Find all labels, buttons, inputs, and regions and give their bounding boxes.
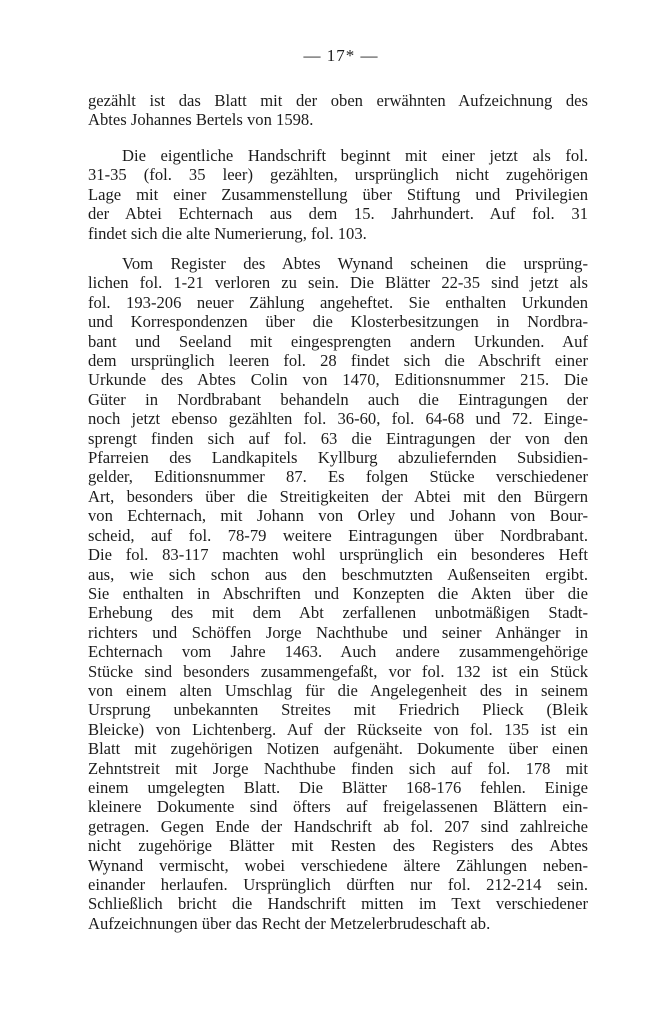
- text-line: von einem alten Umschlag für die Angelegenheit des in seinem: [88, 680, 588, 700]
- text-line: Blatt mit zugehörigen Notizen aufgenäht. Dokumente über einen: [88, 739, 588, 759]
- text-line: Wynand vermischt, wobei verschiedene ältere Zählungen neben-: [88, 855, 588, 875]
- paragraph-2: [88, 146, 588, 243]
- text-line: gezählt ist das Blatt mit der oben erwähnten Aufzeichnung des: [88, 91, 588, 110]
- text-line: Zehntstreit mit Jorge Nachthube finden sich auf fol. 178 mit: [88, 758, 588, 778]
- text-line: Abtes Johannes Bertels von 1598.: [88, 110, 314, 130]
- text-line: getragen. Gegen Ende der Handschrift ab fol. 207 sind zahlreiche: [88, 816, 588, 836]
- text-line: Pfarreien des Landkapitels Kyllburg abzuliefernden Subsidien-: [88, 448, 588, 468]
- text-line: dem ursprünglich leeren fol. 28 findet sich die Abschrift einer: [88, 351, 588, 371]
- text-line: der Abtei Echternach aus dem 15. Jahrhundert. Auf fol. 31: [88, 204, 588, 224]
- text-line: Lage mit einer Zusammenstellung über Stiftung und Privilegien: [88, 184, 588, 204]
- text-line: Stücke sind besonders zusammengefaßt, vor fol. 132 ist ein Stück: [88, 661, 588, 681]
- text-line: einem umgelegten Blatt. Die Blätter 168-176 fehlen. Einige: [88, 777, 588, 797]
- text-line: Aufzeichnungen über das Recht der Metzelerbrudeschaft ab.: [88, 913, 491, 933]
- text-line: Die fol. 83-117 machten wohl ursprünglich ein besonderes Heft: [88, 545, 588, 565]
- text-line: scheid, auf fol. 78-79 weitere Eintragungen über Nordbrabant.: [88, 525, 588, 545]
- text-line: noch jetzt ebenso gezählten fol. 36-60, fol. 64-68 und 72. Einge-: [88, 409, 588, 429]
- text-line: Echternach vom Jahre 1463. Auch andere zusammengehörige: [88, 642, 588, 662]
- page-number: — 17* —: [303, 46, 379, 65]
- text-line: Urkunde des Abtes Colin von 1470, Editionsnummer 215. Die: [88, 370, 588, 390]
- text-line: 31-35 (fol. 35 leer) gezählten, ursprünglich nicht zugehörigen: [88, 165, 588, 185]
- text-line: richters und Schöffen Jorge Nachthube und seiner Anhänger in: [88, 622, 588, 642]
- text-line: einander herlaufen. Ursprünglich dürften nur fol. 212-214 sein.: [88, 875, 588, 894]
- text-line: Art, besonders über die Streitigkeiten der Abtei mit den Bürgern: [88, 486, 588, 506]
- text-line: Bleicke) von Lichtenberg. Auf der Rückseite von fol. 135 ist ein: [88, 719, 588, 739]
- text-line: sprengt finden sich auf fol. 63 die Eintragungen der von den: [88, 428, 588, 448]
- text-line: Sie enthalten in Abschriften und Konzepten die Akten über die: [88, 583, 588, 603]
- text-line: bant und Seeland mit eingesprengten andern Urkunden. Auf: [88, 331, 588, 351]
- text-line: findet sich die alte Numerierung, fol. 103.: [88, 223, 367, 243]
- text-line: Vom Register des Abtes Wynand scheinen die ursprüng-: [122, 254, 588, 273]
- text-line: Ursprung unbekannten Streites mit Friedrich Plieck (Bleik: [88, 700, 588, 720]
- text-line: Schließlich bricht die Handschrift mitten im Text verschiedener: [88, 894, 588, 914]
- text-line: kleinere Dokumente sind öfters auf freigelassenen Blättern ein-: [88, 797, 588, 817]
- text-line: nicht zugehörige Blätter mit Resten des Registers des Abtes: [88, 836, 588, 856]
- text-line: gelder, Editionsnummer 87. Es folgen Stücke verschiedener: [88, 467, 588, 487]
- text-line: Erhebung des mit dem Abt zerfallenen unbotmäßigen Stadt-: [88, 603, 588, 623]
- paragraph-1: [88, 91, 588, 130]
- text-line: fol. 193-206 neuer Zählung angeheftet. Sie enthalten Urkunden: [88, 292, 588, 312]
- text-line: Güter in Nordbrabant behandeln auch die Eintragungen der: [88, 389, 588, 409]
- text-line: Die eigentliche Handschrift beginnt mit einer jetzt als fol.: [122, 146, 588, 165]
- paragraph-3: [88, 254, 588, 933]
- text-line: lichen fol. 1-21 verloren zu sein. Die Blätter 22-35 sind jetzt als: [88, 273, 588, 293]
- text-line: und Korrespondenzen über die Klosterbesitzungen in Nordbra-: [88, 312, 588, 332]
- text-line: von Echternach, mit Johann von Orley und Johann von Bour-: [88, 506, 588, 526]
- text-line: aus, wie sich schon aus den beschmutzten Außenseiten ergibt.: [88, 564, 588, 584]
